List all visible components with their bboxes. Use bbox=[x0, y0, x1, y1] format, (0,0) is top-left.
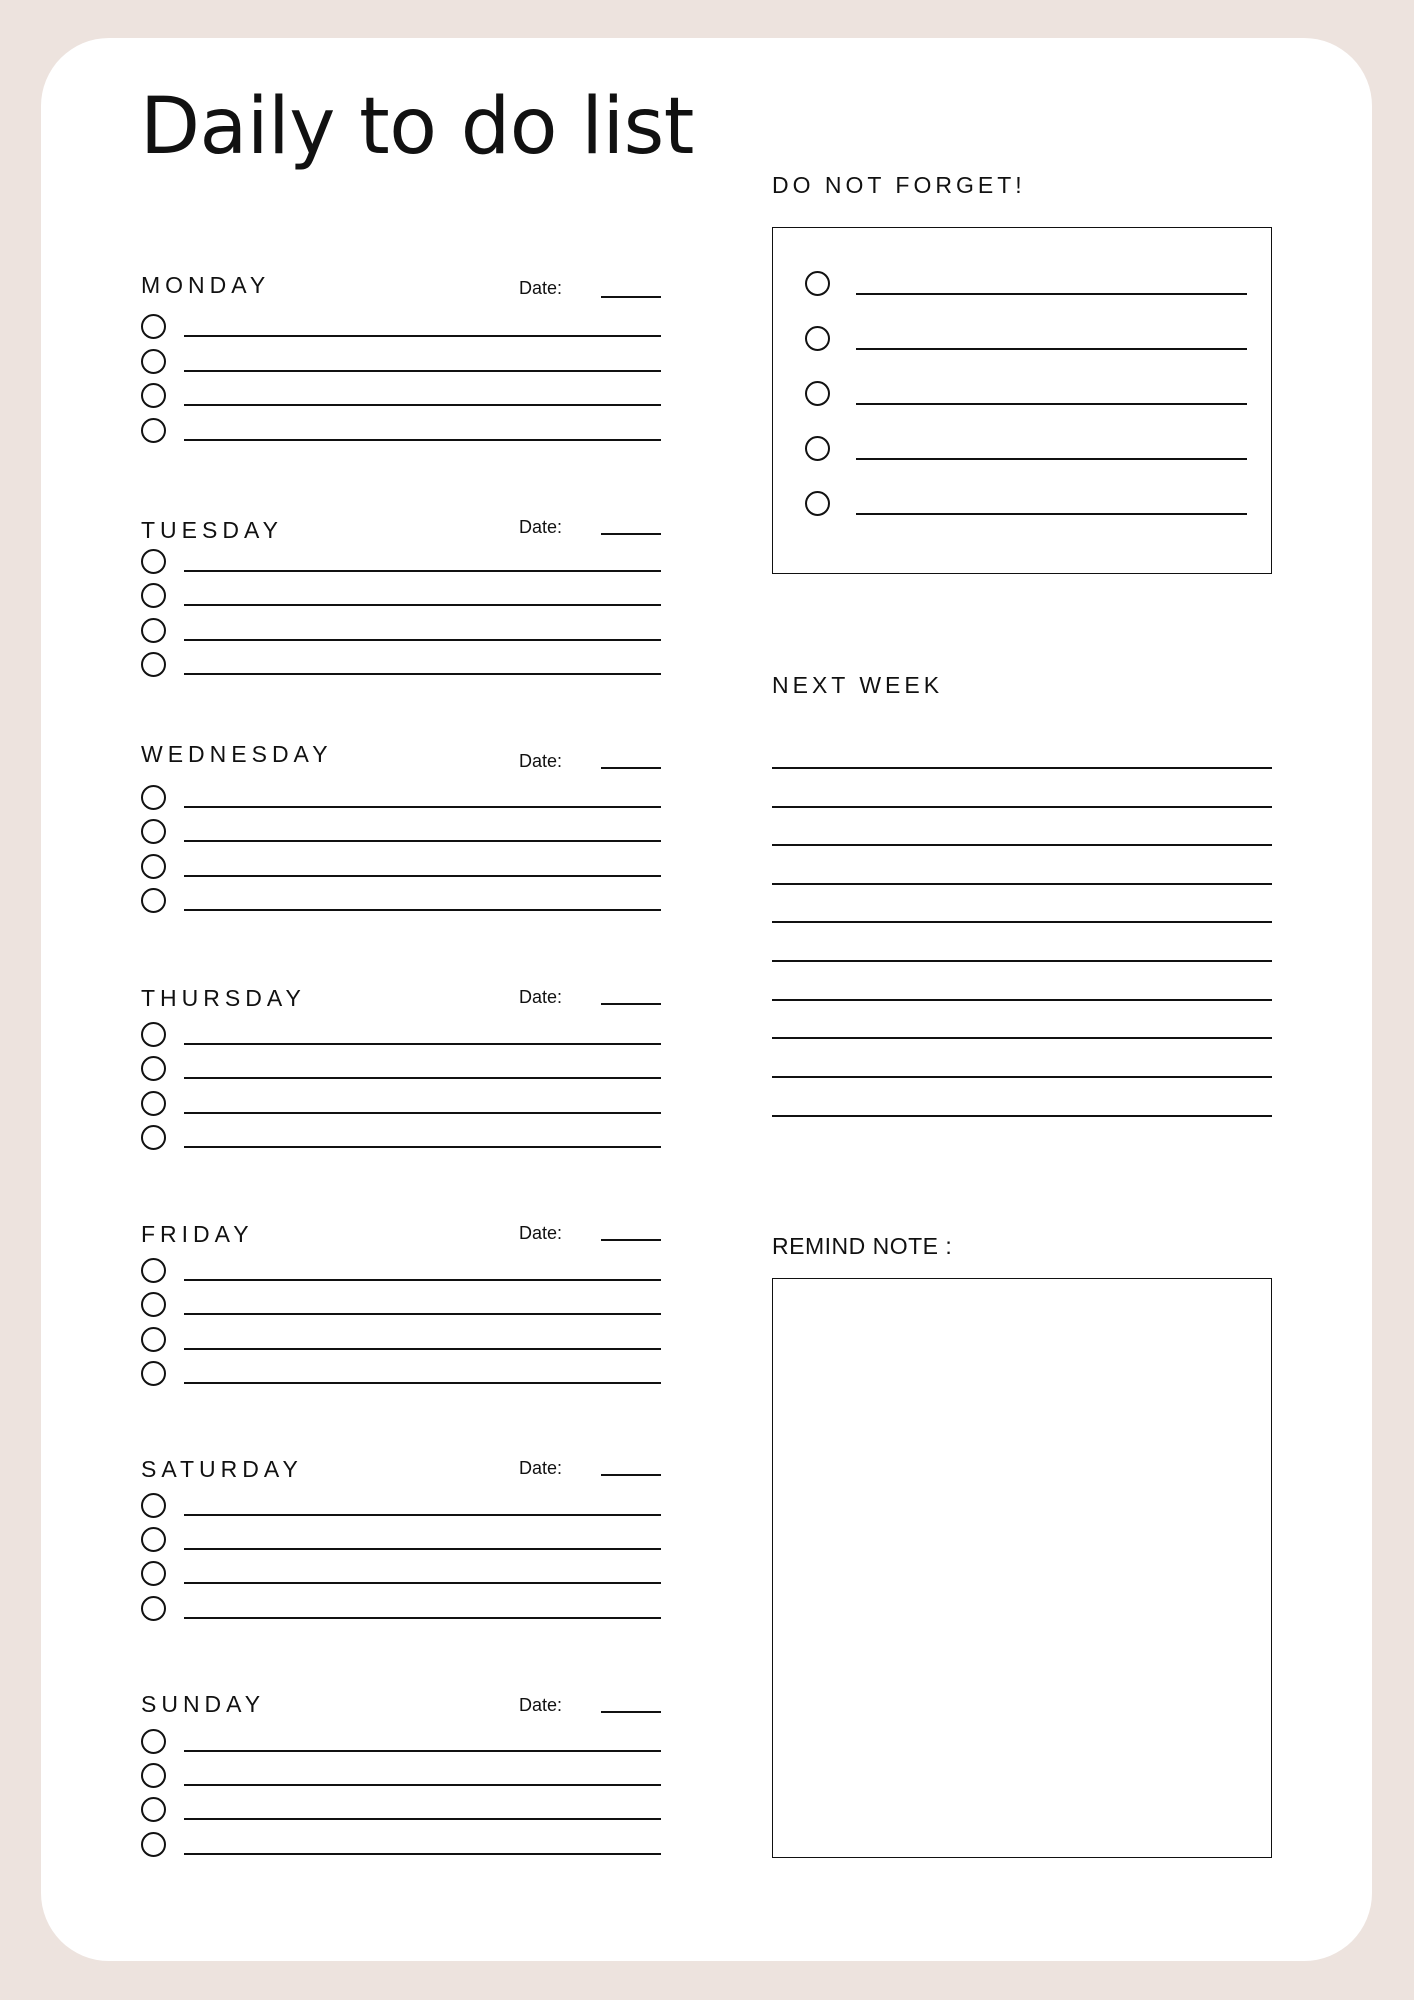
day-name: THURSDAY bbox=[141, 985, 306, 1011]
reminder-line[interactable] bbox=[856, 348, 1247, 350]
task-checkbox[interactable] bbox=[141, 1361, 166, 1386]
task-checkbox[interactable] bbox=[141, 854, 166, 879]
reminder-row bbox=[805, 271, 1245, 297]
task-checkbox[interactable] bbox=[141, 1527, 166, 1552]
task-checkbox[interactable] bbox=[141, 349, 166, 374]
task-line[interactable] bbox=[184, 1617, 661, 1619]
task-checkbox[interactable] bbox=[141, 1091, 166, 1116]
reminder-checkbox[interactable] bbox=[805, 271, 830, 296]
task-row bbox=[141, 314, 661, 340]
day-name: SUNDAY bbox=[141, 1691, 266, 1717]
task-checkbox[interactable] bbox=[141, 1022, 166, 1047]
reminder-row bbox=[805, 381, 1245, 407]
task-line[interactable] bbox=[184, 404, 661, 406]
next-week-line[interactable] bbox=[772, 960, 1272, 962]
task-line[interactable] bbox=[184, 806, 661, 808]
task-row bbox=[141, 888, 661, 914]
next-week-line[interactable] bbox=[772, 1076, 1272, 1078]
task-checkbox[interactable] bbox=[141, 1327, 166, 1352]
do-not-forget-box bbox=[772, 227, 1272, 574]
reminder-row bbox=[805, 326, 1245, 352]
date-field[interactable] bbox=[601, 1474, 661, 1476]
task-row bbox=[141, 1797, 661, 1823]
date-label: Date: bbox=[519, 751, 563, 771]
next-week-line[interactable] bbox=[772, 767, 1272, 769]
date-field[interactable] bbox=[601, 533, 661, 535]
date-field[interactable] bbox=[601, 767, 661, 769]
task-row bbox=[141, 1125, 661, 1151]
task-row bbox=[141, 1056, 661, 1082]
task-checkbox[interactable] bbox=[141, 652, 166, 677]
remind-note-heading: REMIND NOTE : bbox=[772, 1233, 953, 1259]
reminder-row bbox=[805, 436, 1245, 462]
task-row bbox=[141, 1596, 661, 1622]
task-line[interactable] bbox=[184, 1514, 661, 1516]
task-row bbox=[141, 1561, 661, 1587]
task-row bbox=[141, 1763, 661, 1789]
task-checkbox[interactable] bbox=[141, 1292, 166, 1317]
reminder-checkbox[interactable] bbox=[805, 381, 830, 406]
task-line[interactable] bbox=[184, 909, 661, 911]
task-checkbox[interactable] bbox=[141, 888, 166, 913]
task-row bbox=[141, 1361, 661, 1387]
task-line[interactable] bbox=[184, 875, 661, 877]
next-week-line[interactable] bbox=[772, 844, 1272, 846]
next-week-line[interactable] bbox=[772, 921, 1272, 923]
page-title: Daily to do list bbox=[140, 82, 694, 172]
task-line[interactable] bbox=[184, 1146, 661, 1148]
day-name: TUESDAY bbox=[141, 517, 283, 543]
task-row bbox=[141, 1091, 661, 1117]
task-line[interactable] bbox=[184, 1348, 661, 1350]
task-row bbox=[141, 854, 661, 880]
task-checkbox[interactable] bbox=[141, 785, 166, 810]
task-line[interactable] bbox=[184, 1853, 661, 1855]
task-line[interactable] bbox=[184, 639, 661, 641]
date-label: Date: bbox=[519, 1458, 563, 1478]
reminder-checkbox[interactable] bbox=[805, 326, 830, 351]
task-line[interactable] bbox=[184, 1279, 661, 1281]
day-name: FRIDAY bbox=[141, 1221, 254, 1247]
task-line[interactable] bbox=[184, 673, 661, 675]
task-row bbox=[141, 583, 661, 609]
task-line[interactable] bbox=[184, 1582, 661, 1584]
next-week-heading: NEXT WEEK bbox=[772, 672, 944, 698]
reminder-line[interactable] bbox=[856, 403, 1247, 405]
next-week-line[interactable] bbox=[772, 999, 1272, 1001]
task-row bbox=[141, 1832, 661, 1858]
task-checkbox[interactable] bbox=[141, 549, 166, 574]
day-name: MONDAY bbox=[141, 272, 271, 298]
task-checkbox[interactable] bbox=[141, 819, 166, 844]
task-line[interactable] bbox=[184, 840, 661, 842]
day-name: SATURDAY bbox=[141, 1456, 303, 1482]
task-row bbox=[141, 418, 661, 444]
task-row bbox=[141, 652, 661, 678]
task-line[interactable] bbox=[184, 1784, 661, 1786]
task-row bbox=[141, 1292, 661, 1318]
task-row bbox=[141, 785, 661, 811]
task-checkbox[interactable] bbox=[141, 618, 166, 643]
date-field[interactable] bbox=[601, 296, 661, 298]
task-checkbox[interactable] bbox=[141, 418, 166, 443]
task-line[interactable] bbox=[184, 1112, 661, 1114]
task-line[interactable] bbox=[184, 335, 661, 337]
date-field[interactable] bbox=[601, 1711, 661, 1713]
date-label: Date: bbox=[519, 517, 563, 537]
next-week-line[interactable] bbox=[772, 1115, 1272, 1117]
task-checkbox[interactable] bbox=[141, 1763, 166, 1788]
date-label: Date: bbox=[519, 987, 563, 1007]
task-checkbox[interactable] bbox=[141, 1729, 166, 1754]
task-line[interactable] bbox=[184, 370, 661, 372]
task-line[interactable] bbox=[184, 1750, 661, 1752]
task-checkbox[interactable] bbox=[141, 583, 166, 608]
task-line[interactable] bbox=[184, 1818, 661, 1820]
task-line[interactable] bbox=[184, 1043, 661, 1045]
task-checkbox[interactable] bbox=[141, 1596, 166, 1621]
task-row bbox=[141, 1258, 661, 1284]
task-row bbox=[141, 819, 661, 845]
day-name: WEDNESDAY bbox=[141, 741, 333, 767]
reminder-line[interactable] bbox=[856, 458, 1247, 460]
task-row bbox=[141, 618, 661, 644]
task-checkbox[interactable] bbox=[141, 383, 166, 408]
reminder-checkbox[interactable] bbox=[805, 491, 830, 516]
task-checkbox[interactable] bbox=[141, 1797, 166, 1822]
task-checkbox[interactable] bbox=[141, 1832, 166, 1857]
next-week-line[interactable] bbox=[772, 1037, 1272, 1039]
task-row bbox=[141, 1729, 661, 1755]
task-line[interactable] bbox=[184, 1077, 661, 1079]
task-row bbox=[141, 1493, 661, 1519]
reminder-line[interactable] bbox=[856, 513, 1247, 515]
date-label: Date: bbox=[519, 278, 563, 298]
task-line[interactable] bbox=[184, 439, 661, 441]
task-row bbox=[141, 1527, 661, 1553]
task-line[interactable] bbox=[184, 1313, 661, 1315]
reminder-row bbox=[805, 491, 1245, 517]
date-label: Date: bbox=[519, 1223, 563, 1243]
task-checkbox[interactable] bbox=[141, 1258, 166, 1283]
task-checkbox[interactable] bbox=[141, 1125, 166, 1150]
task-line[interactable] bbox=[184, 1548, 661, 1550]
remind-note-box[interactable] bbox=[772, 1278, 1272, 1858]
task-checkbox[interactable] bbox=[141, 314, 166, 339]
task-row bbox=[141, 349, 661, 375]
next-week-line[interactable] bbox=[772, 883, 1272, 885]
date-field[interactable] bbox=[601, 1239, 661, 1241]
task-line[interactable] bbox=[184, 604, 661, 606]
task-row bbox=[141, 549, 661, 575]
task-line[interactable] bbox=[184, 1382, 661, 1384]
date-field[interactable] bbox=[601, 1003, 661, 1005]
task-checkbox[interactable] bbox=[141, 1056, 166, 1081]
do-not-forget-heading: DO NOT FORGET! bbox=[772, 172, 1026, 198]
task-row bbox=[141, 1022, 661, 1048]
date-label: Date: bbox=[519, 1695, 563, 1715]
task-row bbox=[141, 1327, 661, 1353]
next-week-line[interactable] bbox=[772, 806, 1272, 808]
reminder-checkbox[interactable] bbox=[805, 436, 830, 461]
task-checkbox[interactable] bbox=[141, 1493, 166, 1518]
task-line[interactable] bbox=[184, 570, 661, 572]
reminder-line[interactable] bbox=[856, 293, 1247, 295]
task-row bbox=[141, 383, 661, 409]
task-checkbox[interactable] bbox=[141, 1561, 166, 1586]
